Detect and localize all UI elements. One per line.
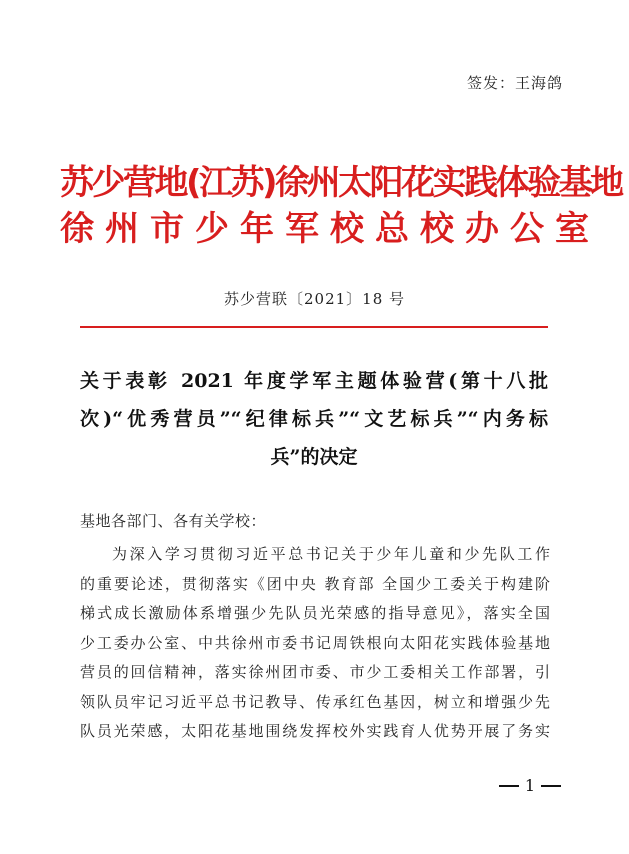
title-line: 次)“优秀营员”“纪律标兵”“文艺标兵”“内务标	[80, 408, 548, 430]
salutation: 基地各部门、各有关学校：	[80, 512, 267, 530]
issuer-name-line-1: 苏少营地(江苏)徐州太阳花实践体验基地	[60, 163, 622, 203]
signer-line: 签发：王海鸽	[466, 74, 563, 92]
body-line: 少工委办公室、中共徐州市委书记周铁根向太阳花实践体验基地	[80, 633, 550, 652]
document-title	[80, 362, 548, 476]
body-line: 的重要论述，贯彻落实《团中央 教育部 全国少工委关于构建阶	[80, 574, 550, 593]
body-line: 为深入学习贯彻习近平总书记关于少年儿童和少先队工作	[112, 545, 550, 563]
body-line: 营员的回信精神，落实徐州团市委、市少工委相关工作部署，引	[80, 663, 550, 681]
title-line: 兵”的决定	[270, 446, 358, 468]
document-number: 苏少营联〔2021〕18 号	[223, 290, 406, 308]
body-line: 领队员牢记习近平总书记教导、传承红色基因，树立和增强少先	[80, 692, 550, 711]
page-number-dash-right	[541, 785, 561, 787]
page-number-value: 1	[524, 776, 535, 795]
issuer-name-line-2: 徐州市少年军校总校办公室	[60, 209, 600, 249]
body-line: 队员光荣感，太阳花基地围绕发挥校外实践育人优势开展了务实	[80, 722, 550, 740]
body-line: 梯式成长激励体系增强少先队员光荣感的指导意见》，落实全国	[80, 604, 550, 622]
body-paragraph	[80, 540, 550, 747]
page-number	[499, 776, 561, 795]
red-divider	[80, 326, 548, 328]
page-number-dash-left	[499, 785, 519, 787]
title-line: 关于表彰 2021 年度学军主题体验营(第十八批	[80, 370, 548, 392]
